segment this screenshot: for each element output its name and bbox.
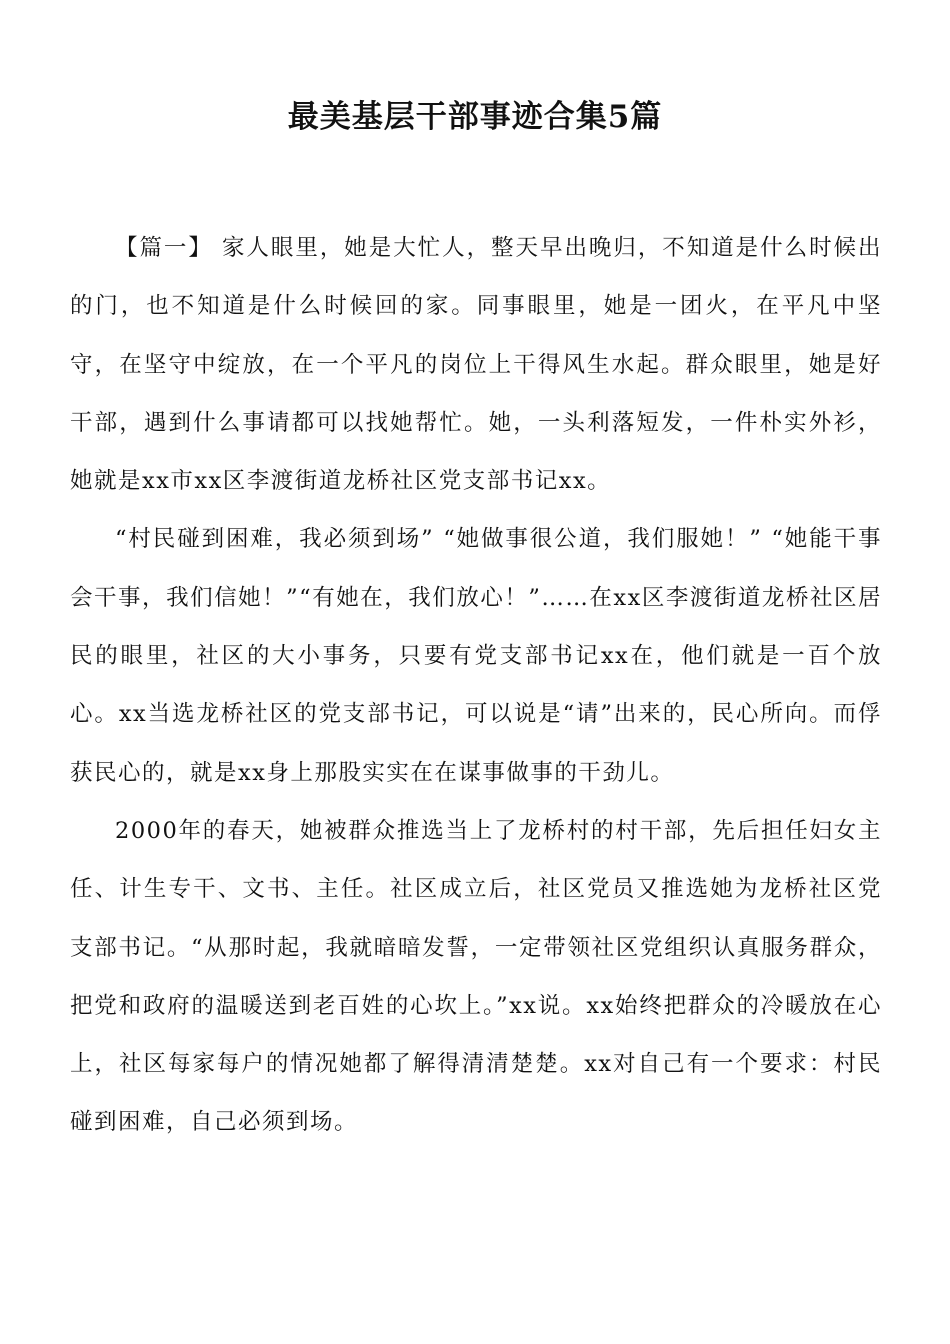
paragraph-1: 【篇一】 家人眼里，她是大忙人，整天早出晚归，不知道是什么时候出的门，也不知道是什么时候回的家。同事眼里，她是一团火，在平凡中坚守，在坚守中绽放，在一个平凡的岗位上干得风生水起。群众眼里，她是好干部，遇到什么事请都可以找她帮忙。她，一头利落短发，一件朴实外衫，她就是xx市xx区李渡街道龙桥社区党支部书记xx。: [70, 235, 882, 495]
document-body: [70, 219, 882, 1152]
paragraph-3: 2000年的春天，她被群众推选当上了龙桥村的村干部，先后担任妇女主任、计生专干、文书、主任。社区成立后，社区党员又推选她为龙桥社区党支部书记。“从那时起，我就暗暗发誓，一定带领社区党组织认真服务群众，把党和政府的温暖送到老百姓的心坎上。”xx说。xx始终把群众的冷暖放在心上，社区每家每户的情况她都了解得清清楚楚。xx对自己有一个要求：村民碰到困难，自己必须到场。: [70, 817, 882, 1136]
paragraph-2: “村民碰到困难，我必须到场” “她做事很公道，我们服她！” “她能干事会干事，我们信她！”“有她在，我们放心！”……在xx区李渡街道龙桥社区居民的眼里，社区的大小事务，只要有党支部书记xx在，他们就是一百个放心。xx当选龙桥社区的党支部书记，可以说是“请”出来的，民心所向。而俘获民心的，就是xx身上那股实实在在谋事做事的干劲儿。: [70, 526, 882, 786]
document-title: 最美基层干部事迹合集5篇: [287, 99, 663, 135]
